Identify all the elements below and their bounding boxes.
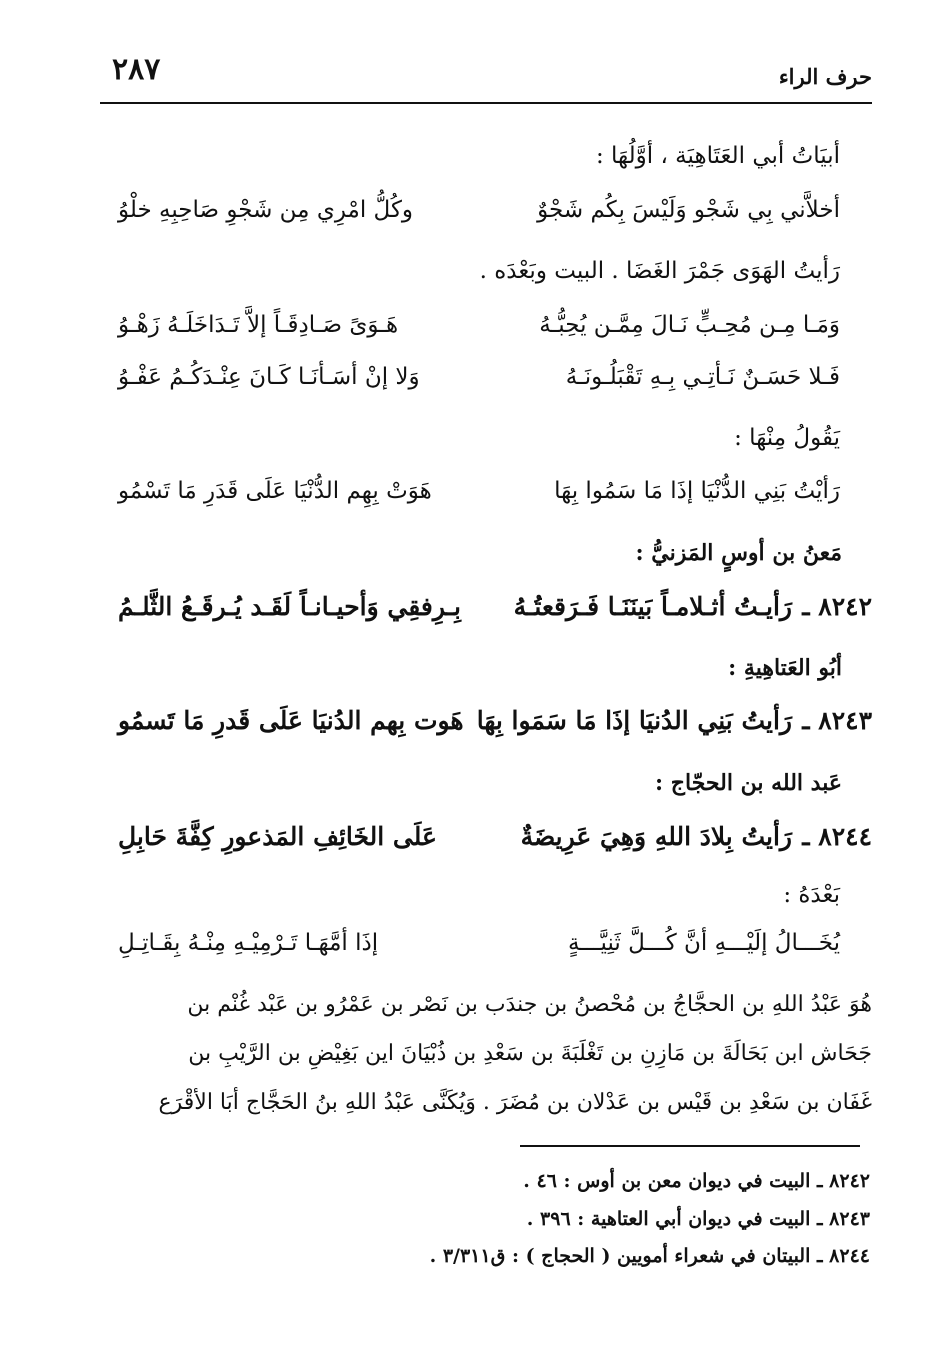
verse-row [118,930,872,980]
biography-paragraph-line: غَفَان بن سَعْدِ بن قَيْس بن عَدْلان بن مُضَرَ . وَيُكَنَّى عَبْدُ اللهِ بنُ الحَجَّاج أبَا الأقْرَع [158,1090,872,1115]
verse-left-hemistich: وَلا إنْ أسَـأنَـا كَـانَ عِنْـدَكُـمُ عَفْـوُ [118,364,420,390]
verse-left-hemistich: هَـوَىً صَـادِقَـاً إلاَّ تَـدَاخَلَـهُ زَهْـوُ [118,312,399,338]
verse-left-hemistich: بِـرِفقِي وَأحيـانـاً لَقَـد يُـرقَـعُ الثَّلـمُ [118,592,461,621]
intro-line: يَقُولُ مِنْهَا : [734,425,840,451]
verse-right-hemistich: رَأيتُ بِلادَ اللهِ وَهِيَ عَرِيضَةٌ [520,822,792,851]
verse-row [118,364,872,414]
verse-right-hemistich: رَأيتُ بَنِي الدُنيَا إذَا مَا سَمَوا بِهَا [476,706,792,735]
verse-right-hemistich: رَأيْتُ بَنِي الدُّنْيَا إذَا مَا سَمُوا بِهَا [554,478,840,504]
verse-number: ٨٢٤٣ ـ [802,706,872,735]
poet-label: مَعنُ بن أوسٍ المَزنيُّ : [635,540,842,566]
verse-left-hemistich: هَوَتْ بِهِم الدُّنْيَا عَلَى قَدَرِ مَا تَسْمُو [118,478,432,504]
verse-left-hemistich: عَلَى الخَائِفِ المَذعورِ كِفَّةَ حَابِلِ [118,822,437,851]
footnote: ٨٢٤٢ ـ البيت في ديوان معن بن أوس : ٤٦ . [523,1170,870,1192]
verse-right-hemistich: رَأيـتُ أثـلامـاً بَينَنَـا فَـرَقعتُـهُ [513,592,792,621]
verse-number: ٨٢٤٤ ـ [802,822,872,851]
verse-row-8244 [118,822,872,872]
verse-left-hemistich: إذَا أمَّهَـا تَـرْمِيْـهِ مِنْـهُ بِقَـاتِـلِ [118,930,379,956]
verse-number: ٨٢٤٢ ـ [802,592,872,621]
biography-paragraph-line: هُوَ عَبْدُ اللهِ بن الحجَّاجُ بن مُحْصنُ بن جندَب بن نَصْر بن عَمْرُو بن عَبْد غُنْم بن [187,992,872,1017]
verse-right-hemistich: يُخَـــالُ إلَيْـــهِ أنَّ كُـــلَّ ثَنِيَّـــةٍ [567,930,840,956]
verse-left-hemistich: هَوت بِهم الدُنيَا عَلَى قَدرِ مَا تَسمُو [118,706,464,735]
verse-row-8243 [118,706,872,756]
verse-row [118,197,872,247]
biography-paragraph-line: جَحَاش ابن بَحَالَةَ بن مَازِنِ بن تَغْلَبَةَ بن سَعْدِ بن ذُبْيَانَ اين بَغِيْضِ بن الرَّيْبِ بن [188,1041,872,1066]
intro-line: رَأيتُ الهَوَى جَمْرَ الغَضَا . البيت وبَعْدَه . [479,258,840,284]
verse-right-hemistich: وَمَـا مِـن مُحِـبٍّ نَـالَ مِمَّـن يُحِبُّـهُ [539,312,840,338]
page-number: ٢٨٧ [112,52,161,87]
verse-row-8242 [118,592,872,642]
poet-label: أبُو العَتاهِيةِ : [728,655,842,681]
verse-left-hemistich: وكُلُّ امْرِي مِن شَجْوِ صَاحِبِهِ خلْوُ [118,197,414,223]
page-header [0,0,950,110]
verse-row [118,312,872,362]
verse-right-hemistich: فَـلا حَسَـنٌ نَـأتِـي بِـهِ تَقْبَلُـونَـهُ [565,364,840,390]
verse-row [118,478,872,528]
footnote: ٨٢٤٤ ـ البيتان في شعراء أمويين ( الحجاج ) : ق٣/٣١١ . [429,1245,870,1267]
running-head: حرف الراء [778,64,872,89]
intro-line: أبيَاتُ أبي العَتَاهِيَة ، أوَّلُهَا : [595,143,840,169]
footnote: ٨٢٤٣ ـ البيت في ديوان أبي العتاهية : ٣٩٦ . [526,1208,870,1230]
header-rule [100,102,872,104]
verse-right-hemistich: أخلاَّني بِي شَجْو وَلَيْسَ بِكُم شَجْوٌ [537,197,840,223]
footnote-rule [520,1145,860,1147]
poet-label: عَبد الله بن الحجّاج : [655,770,842,796]
intro-line: بَعْدَهُ : [783,882,840,908]
